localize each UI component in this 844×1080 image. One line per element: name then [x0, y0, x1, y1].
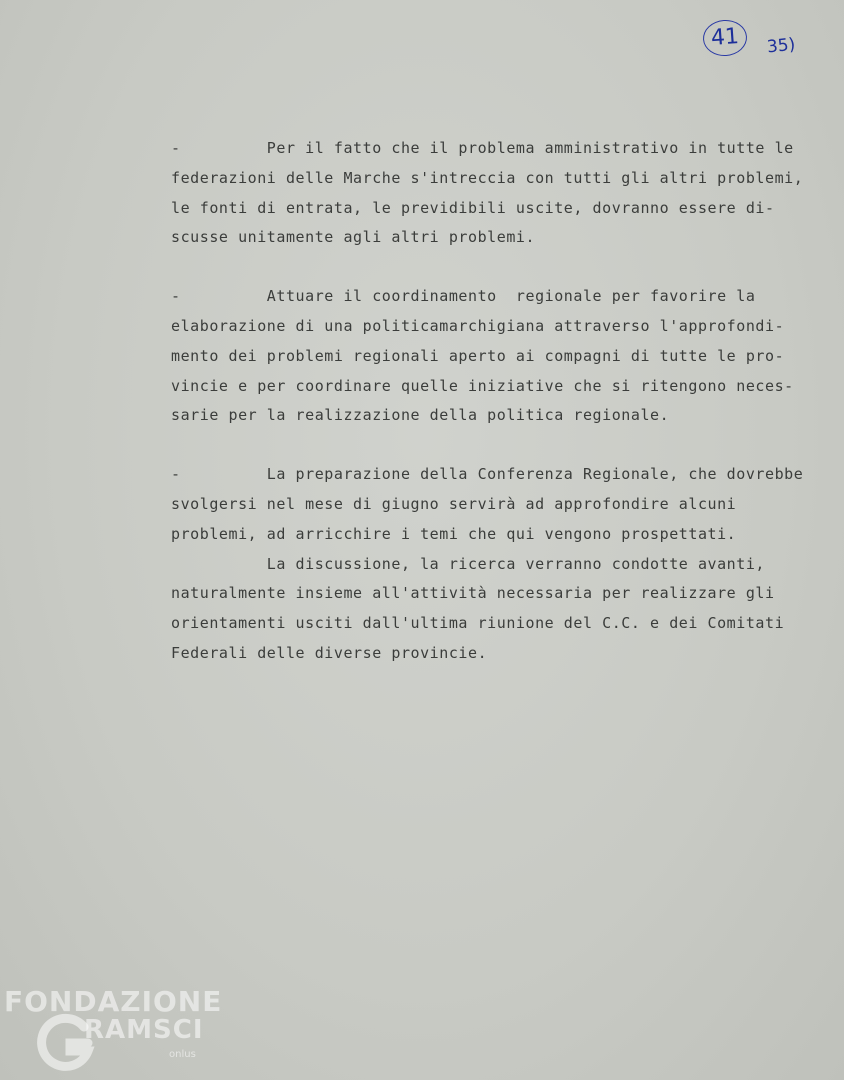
text-line: naturalmente insieme all'attività necessaria per realizzare gli	[171, 584, 775, 603]
text-line: vincie e per coordinare quelle iniziative che si ritengono neces-	[171, 376, 794, 395]
paragraph-administrative	[171, 134, 841, 253]
text-line: sarie per la realizzazione della politica regionale.	[171, 406, 670, 425]
text-line: - Per il fatto che il problema amministrativo in tutte le	[171, 139, 794, 157]
text-line: federazioni delle Marche s'intreccia con tutti gli altri problemi,	[171, 168, 804, 187]
watermark-line-onlus: onlus	[169, 1049, 196, 1060]
text-line: scusse unitamente agli altri problemi.	[171, 228, 536, 247]
page-number-circled: 41	[702, 19, 748, 58]
watermark-line-fondazione: FONDAZIONE	[4, 985, 223, 1018]
text-line: svolgersi nel mese di giugno servirà ad approfondire alcuni	[171, 494, 737, 513]
text-line: le fonti di entrata, le previdibili uscite, dovranno essere di-	[171, 198, 775, 217]
text-line: La discussione, la ricerca verranno condotte avanti,	[171, 554, 766, 573]
paragraph-regional-conference	[171, 460, 841, 669]
text-line: orientamenti usciti dall'ultima riunione del C.C. e dei Comitati	[171, 614, 785, 633]
paragraph-regional-coordination	[171, 282, 841, 431]
text-line: Federali delle diverse provincie.	[171, 643, 488, 662]
text-line: mento dei problemi regionali aperto ai compagni di tutte le pro-	[171, 346, 785, 365]
text-line: - Attuare il coordinamento regionale per favorire la	[171, 287, 756, 306]
text-line: elaborazione di una politicamarchigiana attraverso l'approfondi-	[171, 316, 785, 335]
text-line: - La preparazione della Conferenza Regionale, che dovrebbe	[171, 465, 804, 484]
fondazione-gramsci-watermark	[4, 985, 223, 1075]
typed-text-body	[171, 134, 841, 669]
watermark-line-gramsci: RAMSCI	[84, 1015, 204, 1045]
text-line: problemi, ad arricchire i temi che qui vengono prospettati.	[171, 524, 737, 543]
page-number-secondary: 35)	[766, 34, 797, 58]
